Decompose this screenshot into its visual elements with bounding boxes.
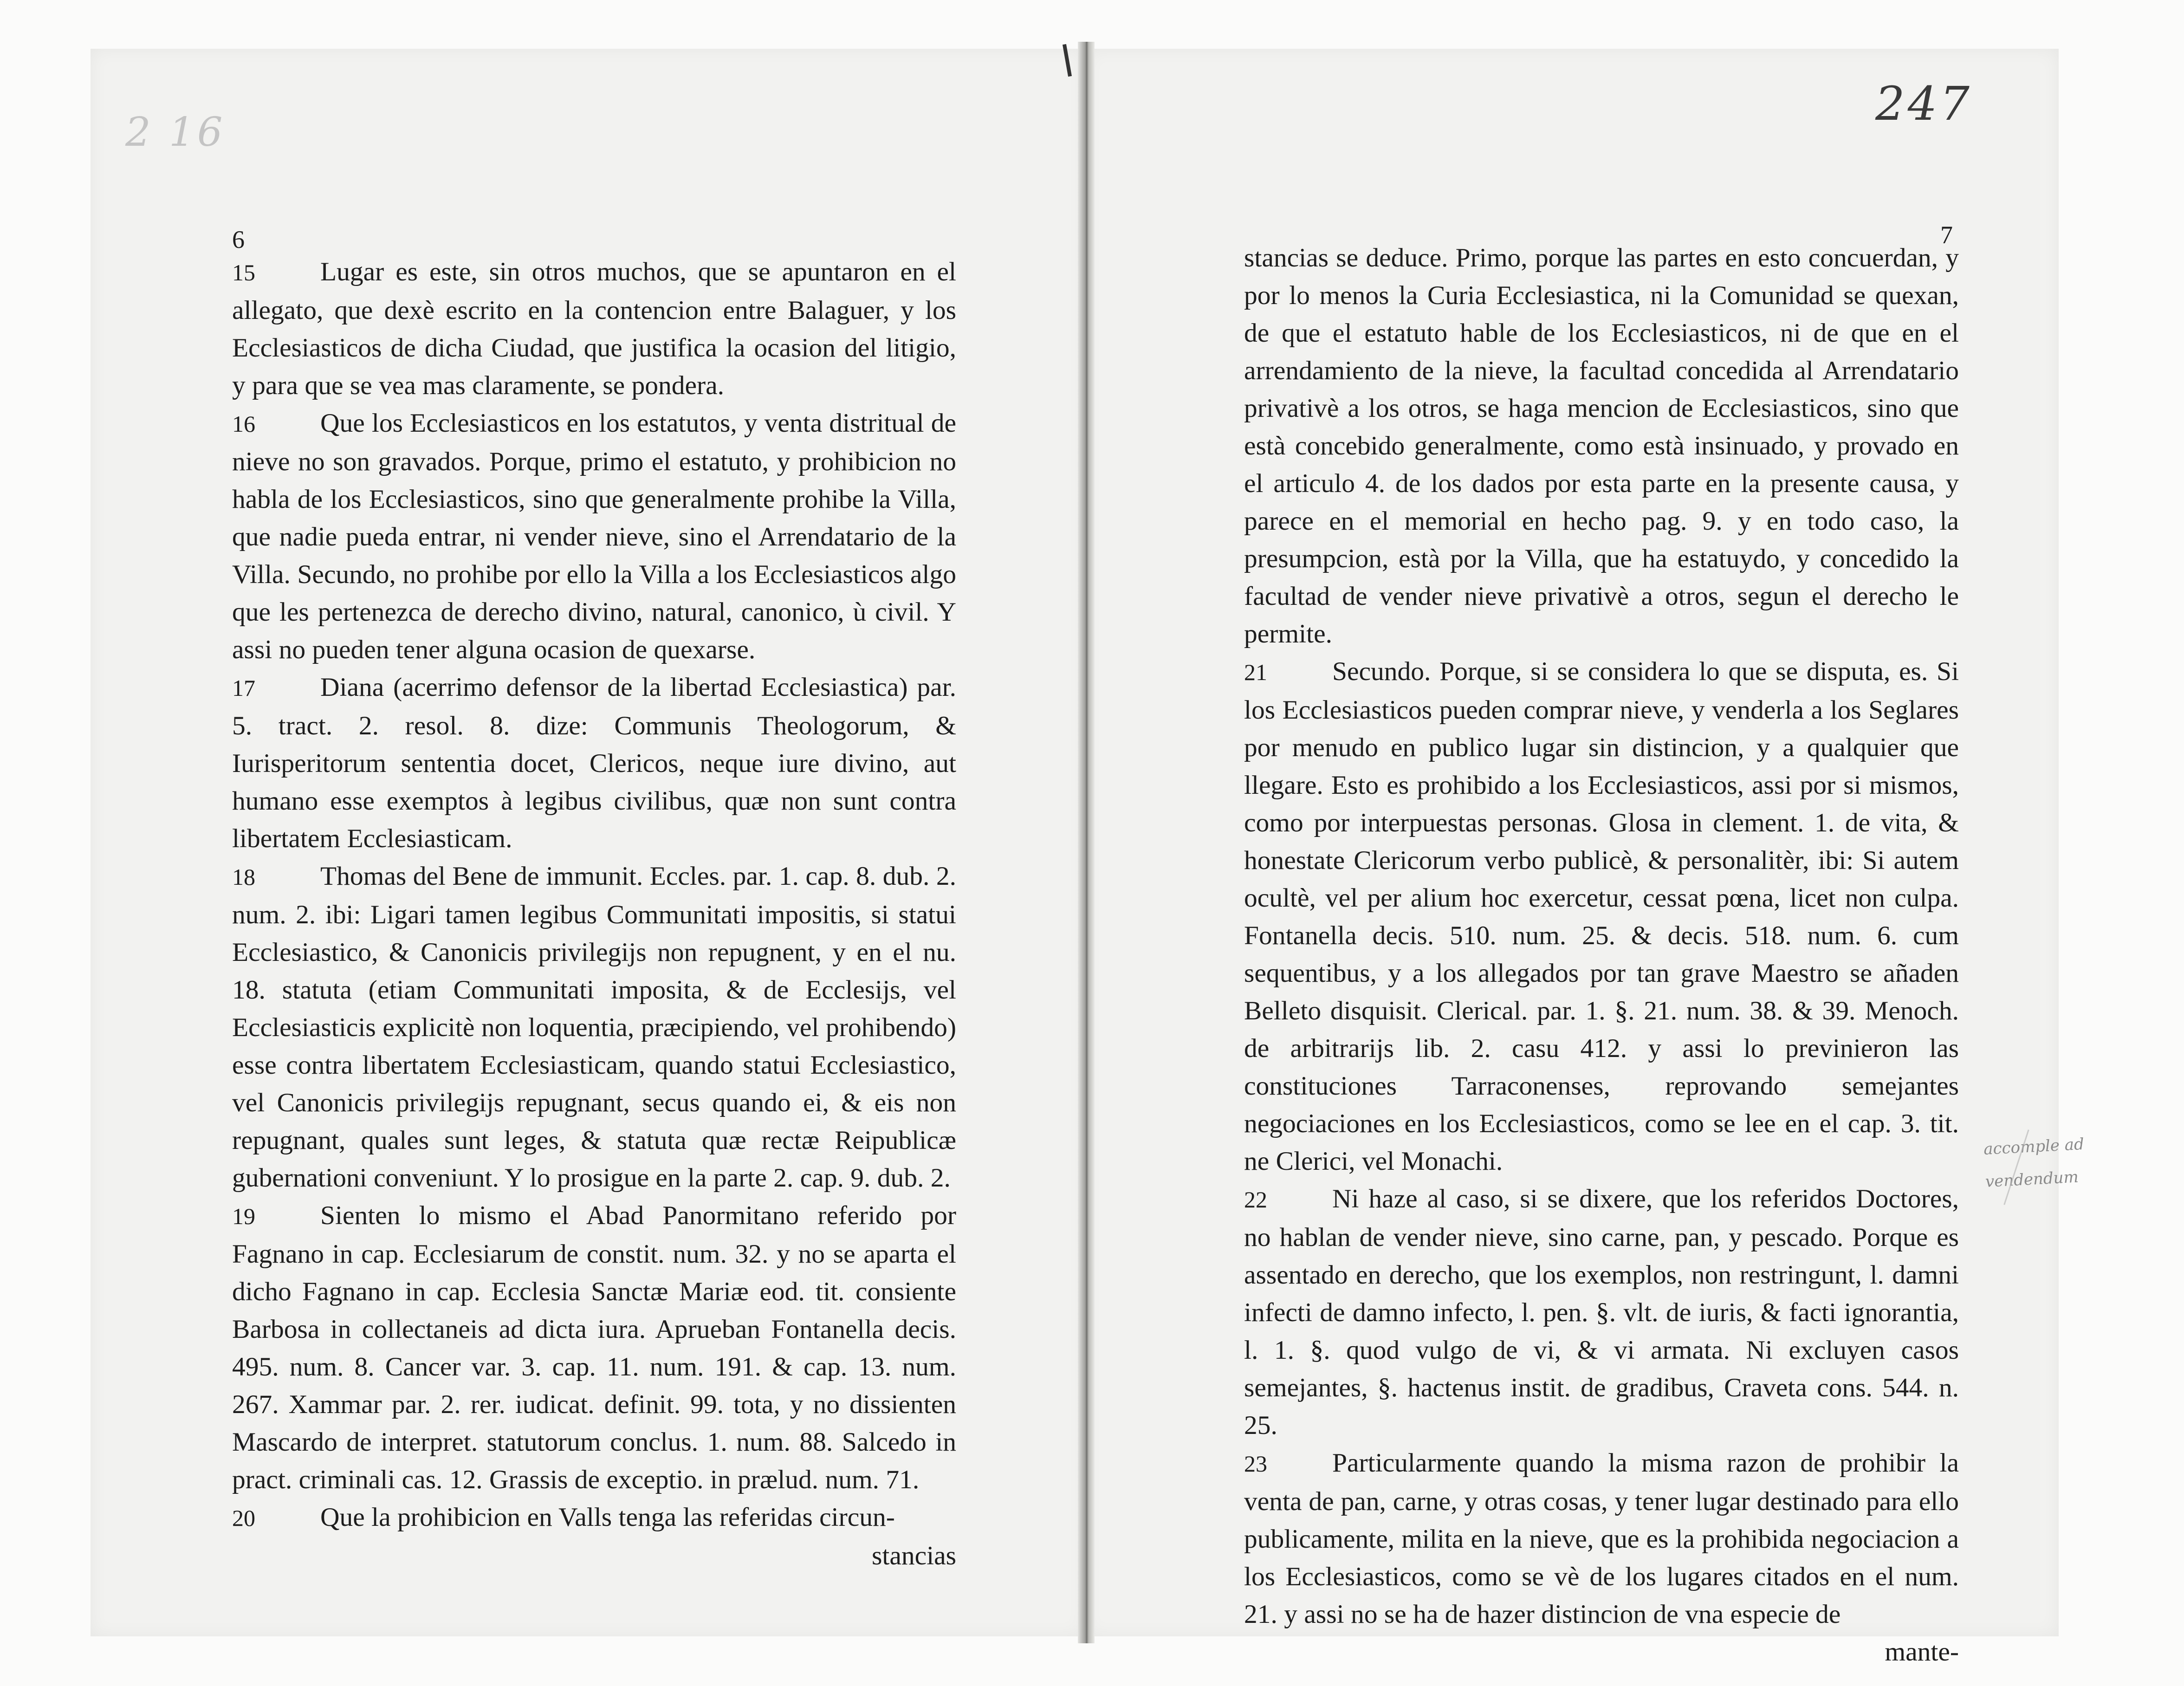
paragraph bbox=[232, 1197, 956, 1498]
right-page-text bbox=[1244, 239, 1959, 1671]
paragraph-text: Thomas del Bene de immunit. Eccles. par. 1. cap. 8. dub. 2. num. 2. ibi: Ligari tamen legibus Communitati impositis, si statui Ecclesiastico, & Canonicis privilegijs non repugnent, y en el nu. 18. statuta (etiam Communitati imposita, & de Ecclesijs, vel Ecclesiasticis explicitè non loquentia, præcipiendo, vel prohibendo) esse contra libertatem Ecclesiasticam, quando statui Ecclesiastico, vel Canonicis privilegijs repugnant, secus quando ei, & eis non repugnant, quales sunt leges, & statuta quæ rectæ Reipublicæ gubernationi conveniunt. Y lo prosigue en la parte 2. cap. 9. dub. 2. bbox=[232, 862, 956, 1193]
paragraph-continuation: stancias se deduce. Primo, porque las partes en esto concuerdan, y por lo menos la Curia Ecclesiastica, ni la Comunidad se quexan, de que el estatuto hable de los Ecclesiasticos, ni de que en el arrendamiento de la nieve, la facultad concedida al Arrendatario privativè a los otros, se haga mencion de Ecclesiasticos, sino que està concebido generalmente, como està insinuado, y provado en el articulo 4. de los dados por esta parte en la presente causa, y parece en el memorial en hecho pag. 9. y en todo caso, la presumpcion, està por la Villa, que ha estatuydo, y concedido la facultad de vender nieve privativè a otros, segun el derecho le permite. bbox=[1244, 243, 1959, 648]
paragraph bbox=[232, 857, 956, 1197]
paragraph-text: Particularmente quando la misma razon de prohibir la venta de pan, carne, y otras cosas, y tener lugar destinado para ello publicamente, milita en la nieve, que es la prohibida negociacion a los Ecclesiasticos, como se vè de los lugares citados en el num. 21. y assi no se ha de hazer distincion de vna especie de bbox=[1244, 1448, 1959, 1629]
paragraph-text: Que los Ecclesiasticos en los estatutos, y venta distritual de nieve no son gravados. Porque, primo el estatuto, y prohibicion no habla de los Ecclesiasticos, sino que generalmente prohibe la Villa, que nadie pueda entrar, ni vender nieve, sino el Arrendatario de la Villa. Secundo, no prohibe por ello la Villa a los Ecclesiasticos algo que les pertenezca de derecho divino, natural, canonico, ù civil. Y assi no pueden tener alguna ocasion de quexarse. bbox=[232, 409, 956, 664]
paragraph bbox=[1244, 1180, 1959, 1444]
left-page-number: 6 bbox=[232, 226, 245, 253]
paragraph-text: Lugar es este, sin otros muchos, que se apuntaron en el allegato, que dexè escrito en la contencion entre Balaguer, y los Ecclesiasticos de dicha Ciudad, que justifica la ocasion del litigio, y para que se vea mas claramente, se pondera. bbox=[232, 257, 956, 400]
paragraph bbox=[232, 1498, 956, 1537]
paragraph bbox=[232, 253, 956, 404]
handwritten-left-number: 2 16 bbox=[125, 109, 226, 156]
paragraph-number: 17 bbox=[232, 675, 255, 701]
paragraph-number: 21 bbox=[1244, 659, 1267, 685]
paragraph-number: 16 bbox=[232, 411, 255, 437]
paragraph-text: Secundo. Porque, si se considera lo que se disputa, es. Si los Ecclesiasticos pueden comprar nieve, y venderla a los Seglares por menudo en publico lugar sin distincion, y a qualquier que llegare. Esto es prohibido a los Ecclesiasticos, assi por si mismos, como por interpuestas personas. Glosa in clement. 1. de vita, & honestate Clericorum verbo publicè, & personalitèr, ibi: Si autem ocultè, vel per alium hoc exercetur, cessat pœna, licet non culpa. Fontanella decis. 510. num. 25. & decis. 518. num. 6. cum sequentibus, y a los allegados por tan grave Maestro se añaden Belleto disquisit. Clerical. par. 1. §. 21. num. 38. & 39. Menoch. de arbitrarijs lib. 2. casu 412. y assi lo previnieron las constituciones Tarraconenses, reprovando semejantes negociaciones en los Ecclesiasticos, como se lee en el cap. 3. tit. ne Clerici, vel Monachi. bbox=[1244, 657, 1959, 1176]
paragraph bbox=[1244, 653, 1959, 1180]
paragraph-text: Que la prohibicion en Valls tenga las referidas circun- bbox=[320, 1503, 895, 1532]
paragraph-number: 20 bbox=[232, 1505, 255, 1531]
right-page-number: 7 bbox=[1940, 221, 1953, 249]
paragraph-text: Diana (acerrimo defensor de la libertad Ecclesiastica) par. 5. tract. 2. resol. 8. dize: Communis Theologorum, & Iurisperitorum sententia docet, Clericos, neque iure divino, aut humano esse exemptos à legibus civilibus, quæ non sunt contra libertatem Ecclesiasticam. bbox=[232, 673, 956, 853]
paragraph-text: Ni haze al caso, si se dixere, que los referidos Doctores, no hablan de vender nieve, sino carne, pan, y pescado. Porque es assentado en derecho, que los exemplos, non restringunt, l. damni infecti de damno infecto, l. pen. §. vlt. de iuris, & facti ignorantia, l. 1. §. quod vulgo de vi, & vi armata. Ni excluyen casos semejantes, §. hactenus instit. de gradibus, Craveta cons. 544. n. 25. bbox=[1244, 1184, 1959, 1440]
book-gutter bbox=[1078, 42, 1095, 1643]
catchword: mante- bbox=[1885, 1637, 1959, 1667]
catchword: stancias bbox=[871, 1541, 956, 1570]
paragraph-number: 19 bbox=[232, 1203, 255, 1229]
paragraph-number: 15 bbox=[232, 259, 255, 285]
paragraph-number: 23 bbox=[1244, 1451, 1267, 1477]
paragraph-text: Sienten lo mismo el Abad Panormitano referido por Fagnano in cap. Ecclesiarum de constit. num. 32. y no se aparta el dicho Fagnano in cap. Ecclesia Sanctæ Mariæ eod. tit. consiente Barbosa in collectaneis ad dicta iura. Aprueban Fontanella decis. 495. num. 8. Cancer var. 3. cap. 11. num. 191. & cap. 13. num. 267. Xammar par. 2. rer. iudicat. definit. 99. tota, y no dissienten Mascardo de interpret. statutorum conclus. 1. num. 88. Salcedo in pract. criminali cas. 12. Grassis de exceptio. in prælud. num. 71. bbox=[232, 1201, 956, 1494]
paragraph bbox=[1244, 1444, 1959, 1633]
left-page-text bbox=[232, 253, 956, 1575]
paragraph bbox=[232, 668, 956, 857]
paragraph bbox=[232, 404, 956, 668]
handwritten-margin-note: accomple ad vendendum bbox=[1983, 1135, 2085, 1191]
paragraph-number: 22 bbox=[1244, 1187, 1267, 1213]
paragraph-number: 18 bbox=[232, 864, 255, 890]
handwritten-folio-number: 247 bbox=[1875, 77, 1972, 131]
